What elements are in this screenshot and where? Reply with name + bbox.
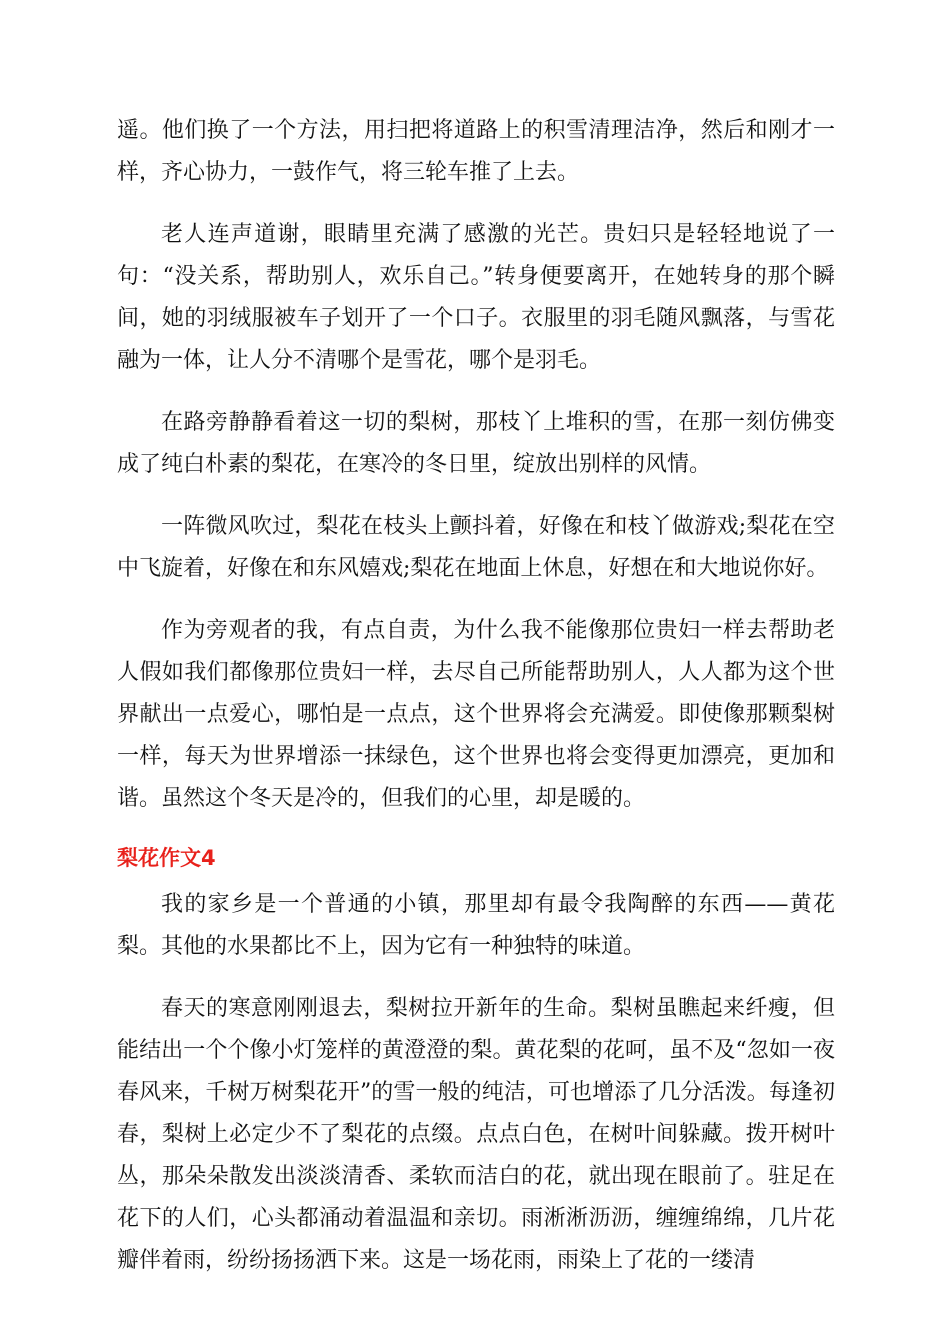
paragraph: 在路旁静静看着这一切的梨树，那枝丫上堆积的雪，在那一刻仿佛变成了纯白朴素的梨花，在寒冷的冬日里，绽放出别样的风情。 xyxy=(117,410,835,477)
paragraph: 作为旁观者的我，有点自责，为什么我不能像那位贵妇一样去帮助老人假如我们都像那位贵妇一样，去尽自己所能帮助别人，人人都为这个世界献出一点爱心，哪怕是一点点，这个世界将会充满爱。即使像那颗梨树一样，每天为世界增添一抹绿色，这个世界也将会变得更加漂亮，更加和谐。虽然这个冬天是冷的，但我们的心里，却是暖的。 xyxy=(117,618,835,811)
section-heading: 梨花作文4 xyxy=(117,846,216,870)
paragraph: 一阵微风吹过，梨花在枝头上颤抖着，好像在和枝丫做游戏;梨花在空中飞旋着，好像在和东风嬉戏;梨花在地面上休息，好想在和大地说你好。 xyxy=(117,514,835,581)
paragraph: 春天的寒意刚刚退去，梨树拉开新年的生命。梨树虽瞧起来纤瘦，但能结出一个个像小灯笼样的黄澄澄的梨。黄花梨的花呵，虽不及“忽如一夜春风来，千树万树梨花开”的雪一般的纯洁，可也增添了几分活泼。每逢初春，梨树上必定少不了梨花的点缀。点点白色，在树叶间躲藏。拨开树叶丛，那朵朵散发出淡淡清香、柔软而洁白的花，就出现在眼前了。驻足在花下的人们，心头都涌动着温温和亲切。雨淅淅沥沥，缠缠绵绵，几片花瓣伴着雨，纷纷扬扬洒下来。这是一场花雨，雨染上了花的一缕清 xyxy=(117,996,835,1273)
document-page xyxy=(117,110,835,1302)
paragraph: 老人连声道谢，眼睛里充满了感激的光芒。贵妇只是轻轻地说了一句：“没关系，帮助别人，欢乐自己。”转身便要离开，在她转身的那个瞬间，她的羽绒服被车子划开了一个口子。衣服里的羽毛随风飘落，与雪花融为一体，让人分不清哪个是雪花，哪个是羽毛。 xyxy=(117,222,835,373)
paragraph: 遥。他们换了一个方法，用扫把将道路上的积雪清理洁净，然后和刚才一样，齐心协力，一鼓作气，将三轮车推了上去。 xyxy=(117,118,835,185)
paragraph: 我的家乡是一个普通的小镇，那里却有最令我陶醉的东西——黄花梨。其他的水果都比不上，因为它有一种独特的味道。 xyxy=(117,892,835,959)
